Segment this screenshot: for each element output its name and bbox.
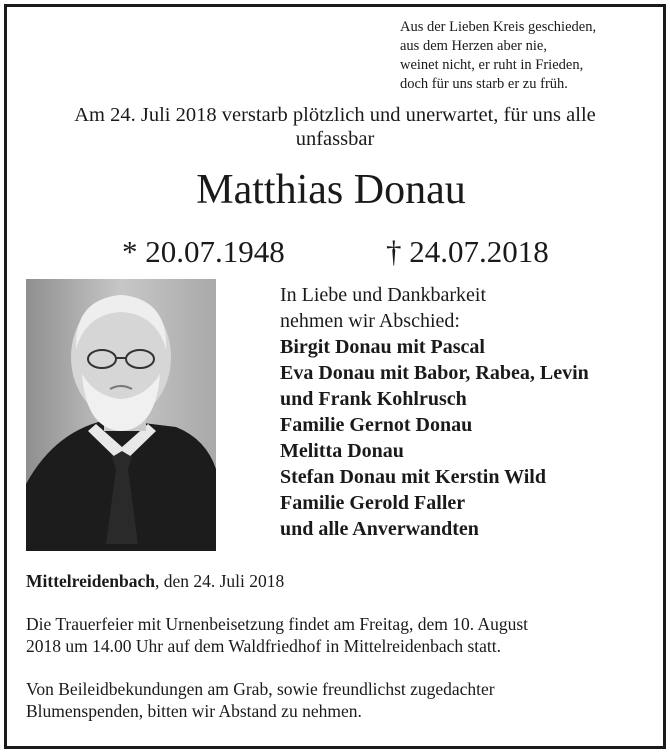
place-date — [26, 570, 284, 592]
mourners-intro: In Liebe und Dankbarkeit — [280, 284, 487, 306]
death-announcement — [30, 103, 640, 151]
funeral-line: 2018 um 14.00 Uhr auf dem Waldfriedhof in Mittelreidenbach statt. — [26, 636, 502, 656]
mourner-name: Familie Gernot Donau — [280, 414, 473, 436]
poem-line: Aus der Lieben Kreis geschieden, — [400, 19, 597, 35]
place-date-text: , den 24. Juli 2018 — [154, 571, 285, 591]
poem-line: doch für uns starb er zu früh. — [400, 76, 568, 92]
funeral-info — [26, 613, 646, 657]
announcement-line: unfassbar — [295, 128, 375, 150]
announcement-line: Am 24. Juli 2018 verstarb plötzlich und unerwartet, für uns alle — [74, 104, 596, 126]
poem-line: aus dem Herzen aber nie, — [400, 38, 547, 54]
mourners-block — [280, 282, 589, 542]
condolence-note — [26, 678, 646, 722]
mourners-intro: nehmen wir Abschied: — [280, 310, 460, 332]
memorial-poem — [400, 18, 596, 94]
condolence-line: Blumenspenden, bitten wir Abstand zu nehmen. — [26, 701, 362, 721]
poem-line: weinet nicht, er ruht in Frieden, — [400, 57, 584, 73]
mourner-name: Melitta Donau — [280, 440, 404, 462]
death-date: † 24.07.2018 — [386, 234, 549, 269]
portrait-photo — [26, 279, 216, 551]
deceased-name: Matthias Donau — [196, 167, 466, 213]
mourner-name: Stefan Donau mit Kerstin Wild — [280, 466, 546, 488]
portrait-image — [26, 279, 216, 551]
mourner-name: Eva Donau mit Babor, Rabea, Levin — [280, 362, 589, 384]
place-town: Mittelreidenbach — [26, 571, 155, 591]
mourner-name: Familie Gerold Faller — [280, 492, 466, 514]
mourner-name: und Frank Kohlrusch — [280, 388, 467, 410]
funeral-line: Die Trauerfeier mit Urnenbeisetzung findet am Freitag, dem 10. August — [26, 614, 529, 634]
birth-date: * 20.07.1948 — [122, 234, 285, 269]
mourner-name: Birgit Donau mit Pascal — [280, 336, 485, 358]
mourner-name: und alle Anverwandten — [280, 518, 479, 540]
condolence-line: Von Beileidbekundungen am Grab, sowie freundlichst zugedachter — [26, 679, 495, 699]
